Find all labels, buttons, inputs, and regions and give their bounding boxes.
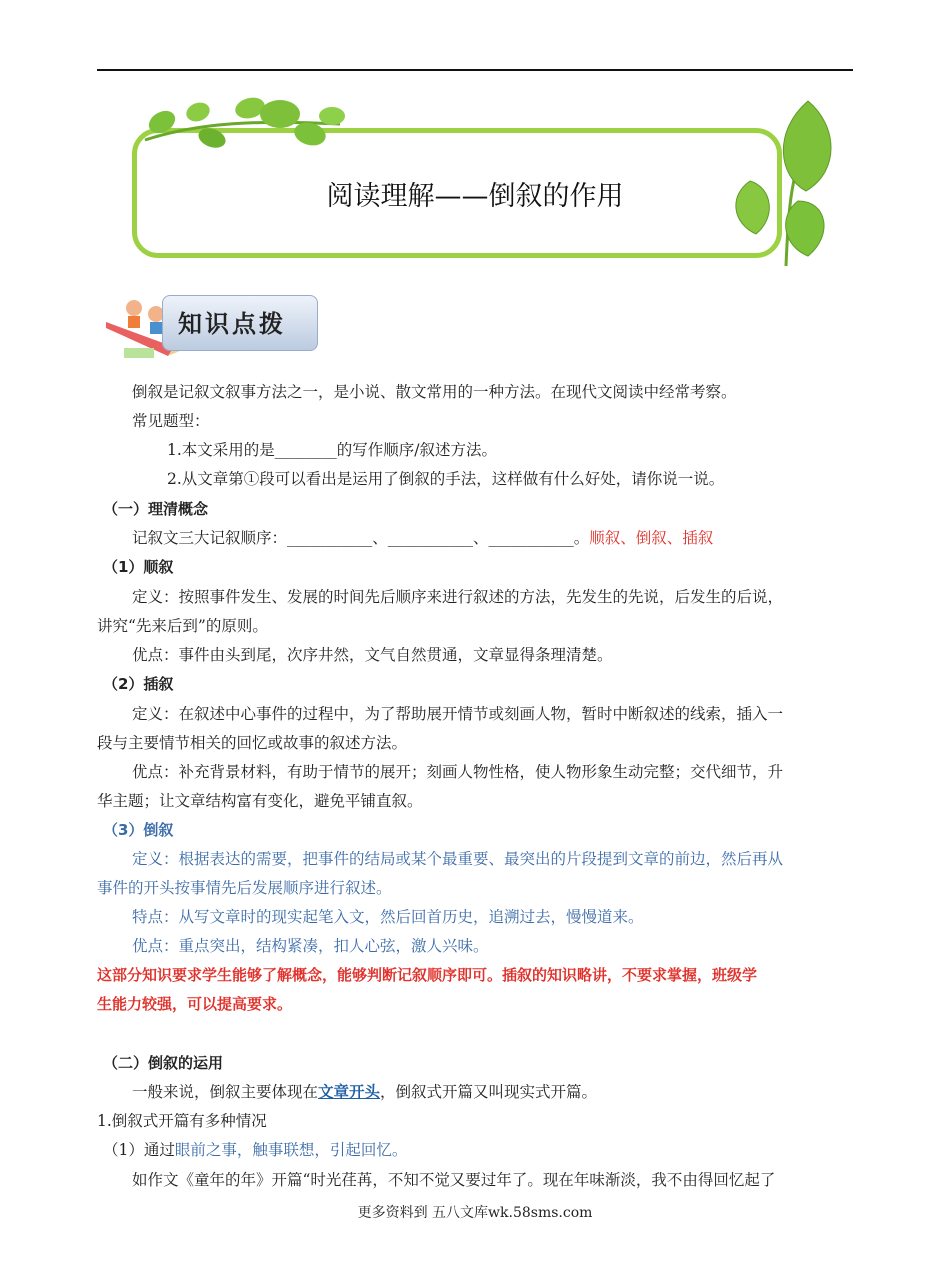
part2-heading: （二）倒叙的运用 <box>103 1054 224 1072</box>
badge-label: 知识点拨 <box>178 310 286 338</box>
s1-def-a: 定义：按照事件发生、发展的时间先后顺序来进行叙述的方法，先发生的先说，后发生的后说， <box>132 588 784 606</box>
question-1: 1.本文采用的是________的写作顺序/叙述方法。 <box>167 441 498 459</box>
s3-def-a: 定义：根据表达的需要，把事件的结局或某个最重要、最突出的片段提到文章的前边，然后再从 <box>132 850 784 868</box>
s3-feat: 特点：从写文章时的现实起笔入文，然后回首历史，追溯过去，慢慢道来。 <box>132 908 644 926</box>
s3-def-b: 事件的开头按事情先后发展顺序进行叙述。 <box>97 879 392 897</box>
leaf-vine-left-icon <box>140 92 370 152</box>
teacher-note-b: 生能力较强，可以提高要求。 <box>97 995 293 1013</box>
s2-adv-a: 优点：补充背景材料，有助于情节的展开；刻画人物性格，使人物形象生动完整；交代细节，升 <box>132 763 784 781</box>
article-opening-link[interactable]: 文章开头 <box>318 1083 381 1101</box>
s2-heading: （2）插叙 <box>103 675 174 693</box>
s1-heading: （1）顺叙 <box>103 558 174 576</box>
part2-item1: 1.倒叙式开篇有多种情况 <box>97 1112 267 1130</box>
intro-p2: 常见题型： <box>132 412 210 430</box>
order-blank-text: 记叙文三大记叙顺序：___________、___________、___________。 <box>132 529 590 547</box>
part2-sub1 <box>103 1140 407 1160</box>
question-2: 2.从文章第①段可以看出是运用了倒叙的手法，这样做有什么好处，请你说一说。 <box>167 470 725 488</box>
section-badge <box>104 292 319 362</box>
intro-p1: 倒叙是记叙文叙事方法之一，是小说、散文常用的一种方法。在现代文阅读中经常考察。 <box>132 383 737 401</box>
s1-adv: 优点：事件由头到尾，次序井然，文气自然贯通，文章显得条理清楚。 <box>132 646 613 664</box>
s3-heading: （3）倒叙 <box>103 821 174 839</box>
part1-heading: （一）理清概念 <box>103 500 209 518</box>
part2-p1-pre: 一般来说，倒叙主要体现在 <box>132 1083 319 1101</box>
s2-def-a: 定义：在叙述中心事件的过程中，为了帮助展开情节或刻画人物，暂时中断叙述的线索，插入一 <box>132 705 784 723</box>
part2-p1-post: ，倒叙式开篇又叫现实式开篇。 <box>380 1083 598 1101</box>
order-answer: 顺叙、倒叙、插叙 <box>589 529 714 547</box>
order-blank-line <box>132 528 713 548</box>
s3-adv: 优点：重点突出，结构紧凑，扣人心弦，激人兴味。 <box>132 937 489 955</box>
s1-def-b: 讲究“先来后到”的原则。 <box>97 617 268 635</box>
s2-adv-b: 华主题；让文章结构富有变化，避免平铺直叙。 <box>97 792 423 810</box>
part2-sub1-pre: （1）通过 <box>103 1141 175 1159</box>
top-rule <box>97 69 853 71</box>
page-title: 阅读理解——倒叙的作用 <box>326 181 624 212</box>
s2-def-b: 段与主要情节相关的回忆或故事的叙述方法。 <box>97 734 408 752</box>
part2-example: 如作文《童年的年》开篇“时光荏苒，不知不觉又要过年了。现在年味渐淡，我不由得回忆起了 <box>132 1171 776 1189</box>
footer: 更多资料到 五八文库wk.58sms.com <box>357 1205 593 1221</box>
part2-sub1-blue: 眼前之事，触事联想，引起回忆。 <box>174 1141 408 1159</box>
teacher-note-a: 这部分知识要求学生能够了解概念，能够判断记叙顺序即可。插叙的知识略讲，不要求掌握，班级学 <box>97 966 758 984</box>
part2-p1 <box>132 1082 597 1102</box>
